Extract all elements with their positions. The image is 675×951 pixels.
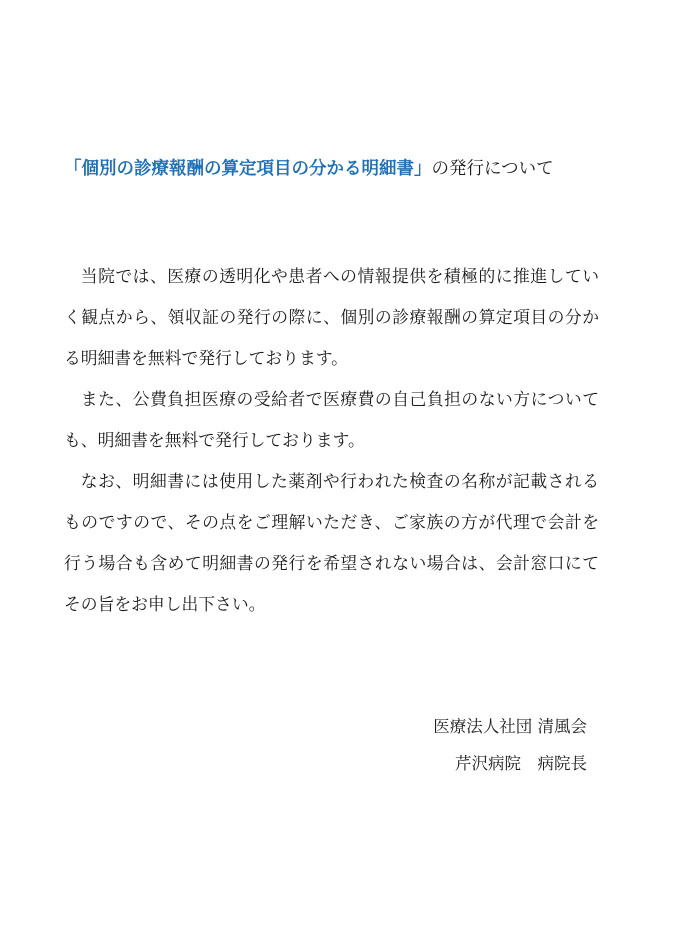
paragraph-2: また、公費負担医療の受給者で医療費の自己負担のない方についても、明細書を無料で発行しております。 — [64, 389, 599, 450]
paragraph-1: 当院では、医療の透明化や患者への情報提供を積極的に推進していく観点から、領収証の発行の際に、個別の診療報酬の算定項目の分かる明細書を無料で発行しております。 — [64, 266, 599, 368]
signature-organization: 医療法人社団 清風会 — [433, 717, 587, 736]
paragraph-3: なお、明細書には使用した薬剤や行われた検査の名称が記載されるものですので、その点をご理解いただき、ご家族の方が代理で会計を行う場合も含めて明細書の発行を希望されない場合は、会計窓口にてその旨をお申し出下さい。 — [64, 471, 599, 614]
document-title — [64, 156, 604, 182]
signature-block — [433, 708, 587, 782]
signature-hospital-line: 芹沢病院 病院長 — [455, 754, 587, 773]
title-rest: の発行について — [431, 159, 554, 179]
document-body — [64, 256, 599, 625]
title-emphasis: 「個別の診療報酬の算定項目の分かる明細書」 — [64, 159, 432, 179]
